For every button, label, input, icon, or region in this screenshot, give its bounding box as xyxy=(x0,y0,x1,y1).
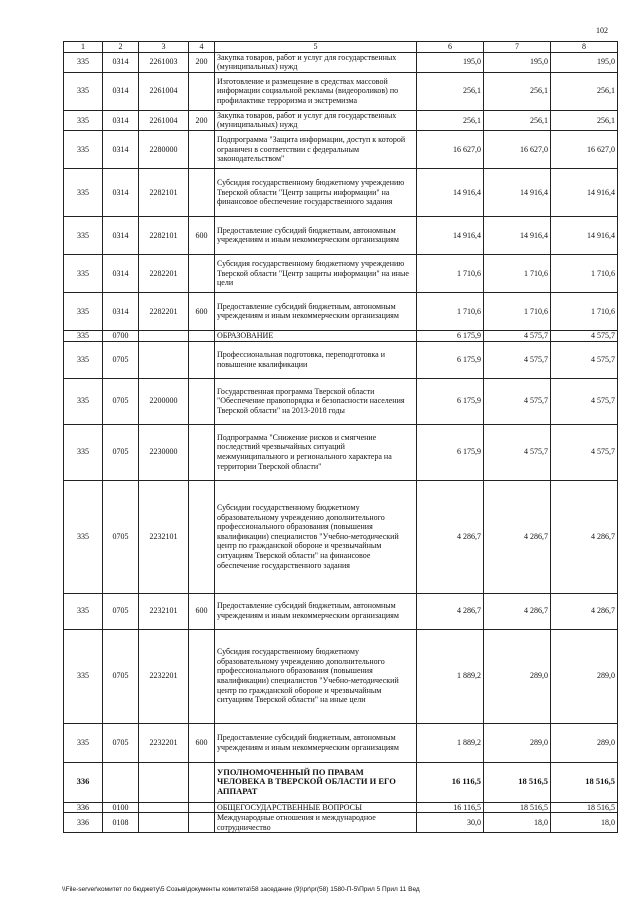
table-cell: 1 710,6 xyxy=(484,254,551,292)
table-cell xyxy=(189,341,215,378)
table-cell xyxy=(189,629,215,723)
table-cell: Подпрограмма "Защита информации, доступ к которой ограничен в соответствии с федеральным законодательством" xyxy=(215,130,417,168)
table-row xyxy=(64,480,618,593)
table-cell: 0705 xyxy=(103,378,139,424)
table-cell: 6 175,9 xyxy=(417,378,484,424)
table-cell: Субсидии государственному бюджетному образовательному учреждению дополнительного профессионального образования (повышения квалификации) специалистов "Учебно-методический центр по гражданской обороне и чрезвычайным ситуациям Тверской области" на финансовое обеспечение государственного задания xyxy=(215,480,417,593)
table-cell: 18,0 xyxy=(551,813,618,833)
table-cell: 2282201 xyxy=(139,254,189,292)
table-row xyxy=(64,216,618,254)
table-cell: 335 xyxy=(64,216,103,254)
table-cell: 335 xyxy=(64,629,103,723)
table-cell: 0705 xyxy=(103,593,139,629)
table-cell: 256,1 xyxy=(417,72,484,110)
table-cell: 200 xyxy=(189,52,215,72)
table-cell: 14 916,4 xyxy=(551,168,618,216)
table-cell: 0314 xyxy=(103,72,139,110)
table-cell: Закупка товаров, работ и услуг для государственных (муниципальных) нужд xyxy=(215,110,417,130)
table-cell xyxy=(189,72,215,110)
table-cell: 6 175,9 xyxy=(417,424,484,480)
table-cell: 335 xyxy=(64,168,103,216)
table-cell: Профессиональная подготовка, переподготовка и повышение квалификации xyxy=(215,341,417,378)
table-cell: 18 516,5 xyxy=(484,762,551,802)
table-cell: 256,1 xyxy=(484,72,551,110)
table-cell: Субсидия государственному бюджетному учреждению Тверской области "Центр защиты информации" на иные цели xyxy=(215,254,417,292)
table-cell: 195,0 xyxy=(417,52,484,72)
table-cell: 335 xyxy=(64,72,103,110)
table-cell: Государственная программа Тверской области "Обеспечение правопорядка и безопасности населения Тверской области" на 2013-2018 годы xyxy=(215,378,417,424)
table-cell: 2232101 xyxy=(139,593,189,629)
table-cell xyxy=(139,762,189,802)
table-cell: 4 286,7 xyxy=(551,480,618,593)
table-cell: 16 627,0 xyxy=(484,130,551,168)
table-cell: 0705 xyxy=(103,723,139,762)
table-cell: 14 916,4 xyxy=(484,216,551,254)
table-cell: Подпрограмма "Снижение рисков и смягчение последствий чрезвычайных ситуаций межмуниципального и регионального характера на территории Тверской области" xyxy=(215,424,417,480)
table-cell: 600 xyxy=(189,723,215,762)
table-cell: УПОЛНОМОЧЕННЫЙ ПО ПРАВАМ ЧЕЛОВЕКА В ТВЕРСКОЙ ОБЛАСТИ И ЕГО АППАРАТ xyxy=(215,762,417,802)
table-cell xyxy=(189,480,215,593)
table-cell: 600 xyxy=(189,292,215,330)
table-cell xyxy=(139,330,189,341)
table-cell: 4 575,7 xyxy=(551,424,618,480)
table-cell xyxy=(189,378,215,424)
table-row xyxy=(64,341,618,378)
table-cell: 335 xyxy=(64,480,103,593)
table-cell: 6 175,9 xyxy=(417,330,484,341)
table-cell: 335 xyxy=(64,52,103,72)
table-cell xyxy=(189,424,215,480)
table-cell: Субсидия государственному бюджетному учреждению Тверской области "Центр защиты информации" на финансовое обеспечение государственного задания xyxy=(215,168,417,216)
table-cell: 4 575,7 xyxy=(551,330,618,341)
table-row xyxy=(64,254,618,292)
table-row xyxy=(64,723,618,762)
col-header: 4 xyxy=(189,42,215,53)
table-cell: 4 575,7 xyxy=(484,330,551,341)
table-cell xyxy=(139,802,189,813)
table-cell: 1 889,2 xyxy=(417,629,484,723)
table-cell: 2282101 xyxy=(139,168,189,216)
table-cell: 1 710,6 xyxy=(551,292,618,330)
table-row xyxy=(64,629,618,723)
table-cell: 1 889,2 xyxy=(417,723,484,762)
table-cell: 0700 xyxy=(103,330,139,341)
table-cell: 0314 xyxy=(103,52,139,72)
table-row xyxy=(64,292,618,330)
table-cell: 1 710,6 xyxy=(551,254,618,292)
table-cell: 335 xyxy=(64,378,103,424)
table-cell: 289,0 xyxy=(551,723,618,762)
table-cell: 18 516,5 xyxy=(484,802,551,813)
table-row xyxy=(64,130,618,168)
col-header: 8 xyxy=(551,42,618,53)
table-cell: 4 286,7 xyxy=(417,480,484,593)
table-cell: 4 286,7 xyxy=(551,593,618,629)
table-cell xyxy=(189,130,215,168)
table-cell: 600 xyxy=(189,216,215,254)
table-cell: 16 116,5 xyxy=(417,802,484,813)
table-cell: 4 286,7 xyxy=(484,480,551,593)
table-cell: 4 575,7 xyxy=(484,424,551,480)
file-path-footer: \\File-server\комитет по бюджету\5 Созыв\документы комитета\58 заседание (9)\pr\pr(58) 1580-П-5\Прил 5 Прил 11 Вед xyxy=(62,886,420,893)
table-cell: 2282201 xyxy=(139,292,189,330)
table-cell: 0100 xyxy=(103,802,139,813)
table-cell: 0314 xyxy=(103,168,139,216)
col-header: 2 xyxy=(103,42,139,53)
table-cell: 4 286,7 xyxy=(484,593,551,629)
table-cell: 16 116,5 xyxy=(417,762,484,802)
table-cell: 335 xyxy=(64,254,103,292)
col-header: 5 xyxy=(215,42,417,53)
table-cell: 0314 xyxy=(103,216,139,254)
table-cell: 0705 xyxy=(103,341,139,378)
table-cell: 335 xyxy=(64,110,103,130)
table-cell: 2232201 xyxy=(139,723,189,762)
table-cell: 2261003 xyxy=(139,52,189,72)
table-cell xyxy=(139,341,189,378)
table-cell: 335 xyxy=(64,723,103,762)
table-cell: 289,0 xyxy=(551,629,618,723)
table-cell: 0314 xyxy=(103,110,139,130)
table-cell: 335 xyxy=(64,341,103,378)
table-cell: Субсидия государственному бюджетному образовательному учреждению дополнительного профессионального образования (повышения квалификации) специалистов "Учебно-методический центр по гражданской обороне и чрезвычайным ситуациям Тверской области" на иные цели xyxy=(215,629,417,723)
table-cell: Предоставление субсидий бюджетным, автономным учреждениям и иным некоммерческим организациям xyxy=(215,593,417,629)
table-cell: 289,0 xyxy=(484,723,551,762)
table-row xyxy=(64,72,618,110)
table-cell xyxy=(189,168,215,216)
table-cell: 200 xyxy=(189,110,215,130)
table-cell: 195,0 xyxy=(484,52,551,72)
table-cell: 335 xyxy=(64,424,103,480)
table-cell: 4 575,7 xyxy=(484,341,551,378)
table-cell: 1 710,6 xyxy=(484,292,551,330)
table-cell: 2261004 xyxy=(139,72,189,110)
table-cell: 336 xyxy=(64,802,103,813)
col-header: 1 xyxy=(64,42,103,53)
table-row xyxy=(64,813,618,833)
table-cell: 14 916,4 xyxy=(484,168,551,216)
table-cell: 600 xyxy=(189,593,215,629)
table-row xyxy=(64,378,618,424)
table-cell: 18 516,5 xyxy=(551,762,618,802)
table-cell: Предоставление субсидий бюджетным, автономным учреждениям и иным некоммерческим организациям xyxy=(215,216,417,254)
table-cell: Изготовление и размещение в средствах массовой информации социальной рекламы (видеороликов) по профилактике терроризма и экстремизма xyxy=(215,72,417,110)
table-cell: 1 710,6 xyxy=(417,292,484,330)
table-cell: 2282101 xyxy=(139,216,189,254)
table-cell: 0705 xyxy=(103,629,139,723)
table-cell: 195,0 xyxy=(551,52,618,72)
table-cell: 14 916,4 xyxy=(417,216,484,254)
table-cell: 4 575,7 xyxy=(551,378,618,424)
table-cell xyxy=(189,813,215,833)
table-cell: 2261004 xyxy=(139,110,189,130)
table-cell: 16 627,0 xyxy=(417,130,484,168)
table-cell: 0314 xyxy=(103,254,139,292)
table-cell: 335 xyxy=(64,330,103,341)
table-cell: 335 xyxy=(64,292,103,330)
table-cell: 4 575,7 xyxy=(551,341,618,378)
table-row xyxy=(64,593,618,629)
table-cell: Предоставление субсидий бюджетным, автономным учреждениям и иным некоммерческим организациям xyxy=(215,292,417,330)
table-cell: 335 xyxy=(64,593,103,629)
table-cell: 2232201 xyxy=(139,629,189,723)
table-cell xyxy=(189,762,215,802)
table-cell xyxy=(189,254,215,292)
table-cell: 18 516,5 xyxy=(551,802,618,813)
table-cell xyxy=(189,330,215,341)
table-row xyxy=(64,168,618,216)
table-cell: 289,0 xyxy=(484,629,551,723)
table-cell: Международные отношения и международное сотрудничество xyxy=(215,813,417,833)
table-cell: 14 916,4 xyxy=(417,168,484,216)
table-cell: 256,1 xyxy=(484,110,551,130)
table-cell: 14 916,4 xyxy=(551,216,618,254)
table-row xyxy=(64,110,618,130)
col-header: 3 xyxy=(139,42,189,53)
table-cell: Предоставление субсидий бюджетным, автономным учреждениям и иным некоммерческим организациям xyxy=(215,723,417,762)
budget-table xyxy=(63,41,618,833)
header-row xyxy=(64,42,618,53)
table-cell: 336 xyxy=(64,813,103,833)
table-cell: 16 627,0 xyxy=(551,130,618,168)
table-cell: 30,0 xyxy=(417,813,484,833)
table-row xyxy=(64,802,618,813)
page-number: 102 xyxy=(596,26,608,35)
table-cell: Закупка товаров, работ и услуг для государственных (муниципальных) нужд xyxy=(215,52,417,72)
table-cell: 0314 xyxy=(103,292,139,330)
table-cell: 18,0 xyxy=(484,813,551,833)
table-row xyxy=(64,330,618,341)
table-row xyxy=(64,52,618,72)
table-cell: ОБРАЗОВАНИЕ xyxy=(215,330,417,341)
table-cell: 256,1 xyxy=(551,110,618,130)
table-cell: 256,1 xyxy=(417,110,484,130)
table-row xyxy=(64,762,618,802)
table-cell: 2280000 xyxy=(139,130,189,168)
table-cell: 2200000 xyxy=(139,378,189,424)
table-cell: 336 xyxy=(64,762,103,802)
table-cell: 4 286,7 xyxy=(417,593,484,629)
table-cell: 6 175,9 xyxy=(417,341,484,378)
table-cell: 1 710,6 xyxy=(417,254,484,292)
table-cell: 0705 xyxy=(103,424,139,480)
table-cell xyxy=(189,802,215,813)
table-cell: 256,1 xyxy=(551,72,618,110)
table-cell xyxy=(139,813,189,833)
table-cell: ОБЩЕГОСУДАРСТВЕННЫЕ ВОПРОСЫ xyxy=(215,802,417,813)
table-cell: 0314 xyxy=(103,130,139,168)
col-header: 7 xyxy=(484,42,551,53)
table-cell: 0705 xyxy=(103,480,139,593)
table-cell: 335 xyxy=(64,130,103,168)
table-cell xyxy=(103,762,139,802)
table-row xyxy=(64,424,618,480)
table-cell: 0108 xyxy=(103,813,139,833)
table-cell: 2232101 xyxy=(139,480,189,593)
col-header: 6 xyxy=(417,42,484,53)
table-cell: 2230000 xyxy=(139,424,189,480)
table-cell: 4 575,7 xyxy=(484,378,551,424)
